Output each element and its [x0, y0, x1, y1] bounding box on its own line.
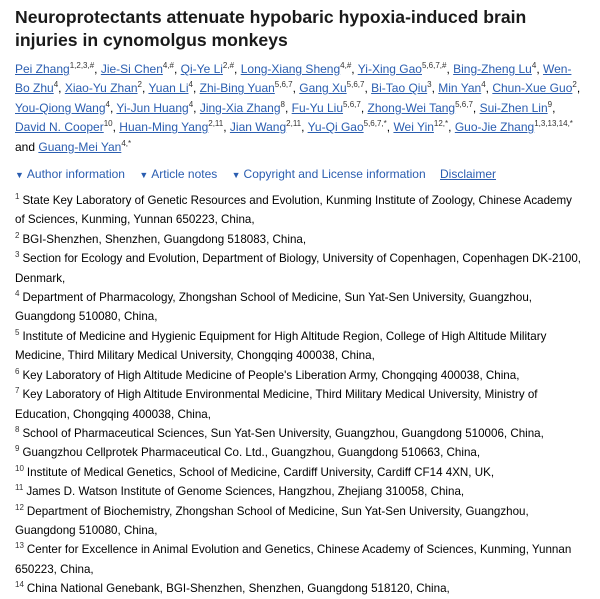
- author-entry: [119, 120, 223, 134]
- author-affiliation-marker: 4,*: [121, 138, 132, 148]
- affiliation-item: [15, 327, 584, 366]
- author-entry: [292, 101, 361, 115]
- author-link[interactable]: Fu-Yu Liu: [291, 100, 344, 115]
- author-affiliation-marker: 4: [188, 80, 193, 90]
- author-entry: [371, 81, 431, 95]
- affiliation-item: [15, 482, 584, 501]
- author-entry: [200, 81, 293, 95]
- author-link[interactable]: Bi-Tao Qiu: [371, 81, 428, 96]
- author-affiliation-marker: 1,3,13,14,*: [534, 119, 573, 129]
- author-link[interactable]: Huan-Ming Yang: [119, 120, 209, 135]
- author-link[interactable]: Wei Yin: [393, 120, 434, 135]
- author-affiliation-marker: 5,6,7: [346, 80, 365, 90]
- author-affiliation-marker: 8: [280, 99, 285, 109]
- author-affiliation-marker: 2,#: [222, 61, 235, 70]
- disclaimer-link[interactable]: Disclaimer: [440, 167, 497, 182]
- affiliation-number: 8: [15, 424, 20, 434]
- author-affiliation-marker: 9: [547, 99, 553, 109]
- author-link[interactable]: Yuan Li: [148, 81, 189, 96]
- author-affiliation-marker: 3: [427, 80, 432, 90]
- author-affiliation-marker: 5,6,7,#: [421, 61, 447, 70]
- author-affiliation-marker: 5,6,7: [343, 99, 361, 109]
- author-entry: [200, 101, 285, 115]
- affiliation-text: Center for Excellence in Animal Evolution and Genetics, Chinese Academy of Sciences, Kunming, Yunnan 650223, China,: [15, 543, 572, 576]
- affiliation-number: 1: [15, 192, 20, 202]
- affiliation-item: [15, 366, 584, 385]
- author-entry: [480, 101, 553, 115]
- author-link[interactable]: Yi-Jun Huang: [116, 100, 189, 115]
- author-entry: [438, 81, 485, 95]
- affiliation-number: 11: [15, 483, 24, 493]
- author-affiliation-marker: 4: [481, 80, 486, 90]
- author-entry: [230, 120, 301, 134]
- author-link[interactable]: Guo-Jie Zhang: [454, 120, 535, 135]
- affiliation-text: Guangzhou Cellprotek Pharmaceutical Co. Ltd., Guangzhou, Guangdong 510663, China,: [22, 446, 481, 460]
- author-affiliation-marker: 2: [137, 80, 142, 90]
- author-affiliation-marker: 10: [103, 119, 113, 129]
- author-affiliation-marker: 2,11: [286, 119, 302, 129]
- authors-and-text: and: [15, 139, 36, 154]
- author-information-toggle[interactable]: ▼ Author information: [15, 167, 125, 182]
- affiliation-number: 14: [15, 580, 24, 590]
- affiliation-text: Department of Biochemistry, Zhongshan School of Medicine, Sun Yat-Sen University, Guangzhou, Guangdong 510080, China,: [15, 504, 529, 537]
- author-list: Pei Zhang$^{1,2,3,\#}$, Jie-Si Chen$^{4,\#}$, Qi-Ye $Li^{2,\#}$, Long-Xiang Sheng$^{4,\#}$, Yi-Xing Gao$^{5,6,7,\#}$, Bing-Zheng Lu$^4$, Wen-Bo Zhu$^4$, Xiao-Yu Zhan$^2$, Yuan Li$^4$, Zhi-Bing Yuan$^{5,6,7}$, Gang Xu$^{5,6,7}$, Bi-Tao Qiu$^3$, Min Yan$^4$, Chun-Xue Guo$^2$, You-Qiong Wang$^4$, Yi-Jun Huang$^4$, Jing-Xia Zhang$^8$, Fu-Yu Liu$^{5,6,7}$, Zhong-Wei Tang$^{5,6,7}$, Sui-Zhen Lin$^9$, David N. Cooper$^{10}$, Huan-Ming Yang$^{2,11}$, Jian Wang$^{2,11}$, Yu-Qi Gao$^{5,6,7,*}$, Wei Yin$^{12,*}$, Guo-Jie Zhang$^{1,3,13,14,*}$ and Guang-Mei Yan$^{4,*}$: [15, 61, 581, 154]
- author-link[interactable]: Xiao-Yu Zhan: [64, 81, 138, 96]
- author-link[interactable]: Bing-Zheng Lu: [453, 62, 532, 76]
- affiliation-text: China National Genebank, BGI-Shenzhen, Shenzhen, Guangdong 518120, China,: [26, 582, 450, 596]
- author-affiliation-marker: 4,#: [162, 61, 174, 70]
- affiliation-text: BGI-Shenzhen, Shenzhen, Guangdong 518083, China,: [22, 232, 307, 246]
- article-notes-toggle[interactable]: ▼ Article notes: [139, 167, 218, 182]
- author-link[interactable]: Wen-Bo Zhu: [15, 62, 572, 96]
- author-entry: [101, 62, 174, 76]
- author-affiliation-marker: 5,6,7: [455, 99, 473, 109]
- caret-down-icon: ▼: [15, 170, 24, 181]
- author-affiliation-marker: 12,*: [433, 119, 449, 129]
- affiliation-text: Institute of Medicine and Hygienic Equipment for High Altitude Region, College of High Altitude Military Medicine, Third Military Medical University, Chongqing 400038, China,: [15, 329, 547, 363]
- author-entry: [15, 120, 113, 134]
- affiliation-number: 12: [15, 502, 24, 512]
- article-title: Neuroprotectants attenuate hypobaric hypoxia-induced brain injuries in cynomolgus monkeys: [15, 7, 527, 50]
- author-link[interactable]: Zhi-Bing Yuan: [199, 81, 275, 96]
- affiliation-text: Section for Ecology and Evolution, Department of Biology, University of Copenhagen, Copenhagen DK-2100, Denmark,: [15, 252, 582, 285]
- author-affiliation-marker: 4,#: [340, 61, 352, 70]
- affiliation-number: 5: [15, 327, 20, 337]
- author-link[interactable]: You-Qiong Wang: [15, 100, 106, 115]
- affiliation-number: 3: [15, 250, 20, 260]
- author-entry: [358, 62, 447, 76]
- author-link[interactable]: Yu-Qi Gao: [307, 120, 364, 135]
- author-entry: [455, 120, 573, 134]
- affiliation-item: [15, 424, 584, 443]
- author-link[interactable]: Gang Xu: [299, 81, 347, 96]
- affiliation-number: 7: [15, 386, 20, 396]
- affiliation-item: [15, 540, 584, 579]
- author-affiliation-marker: 4: [531, 61, 537, 70]
- author-link[interactable]: Qi-Ye Li: [180, 62, 223, 76]
- author-affiliation-marker: 4: [188, 99, 194, 109]
- author-affiliation-marker: 5,6,7: [274, 80, 293, 90]
- author-entry: [65, 81, 142, 95]
- author-link[interactable]: Guang-Mei Yan: [38, 139, 122, 154]
- author-affiliation-marker: 5,6,7,*: [363, 119, 387, 129]
- author-link[interactable]: Pei Zhang: [15, 62, 70, 76]
- author-affiliation-marker: 2: [572, 80, 577, 90]
- author-entry: [492, 81, 577, 95]
- affiliation-item: [15, 288, 584, 327]
- affiliation-text: Department of Pharmacology, Zhongshan School of Medicine, Sun Yat-Sen University, Guangzhou, Guangdong 510080, China,: [15, 291, 532, 324]
- affiliation-number: 6: [15, 366, 20, 376]
- author-entry: [15, 62, 94, 76]
- article-toolbar: [15, 167, 584, 181]
- affiliation-item: [15, 230, 584, 249]
- affiliation-text: School of Pharmaceutical Sciences, Sun Yat-Sen University, Guangzhou, Guangdong 510006, China,: [22, 426, 544, 440]
- author-affiliation-marker: 2,11: [208, 119, 224, 129]
- author-entry: [393, 120, 448, 134]
- copyright-license-toggle[interactable]: ▼ Copyright and License information: [231, 167, 426, 182]
- affiliation-text: James D. Watson Institute of Genome Sciences, Hangzhou, Zhejiang 310058, China,: [26, 485, 465, 499]
- author-entry: [299, 81, 364, 95]
- affiliation-number: 10: [15, 463, 24, 473]
- author-link[interactable]: Zhong-Wei Tang: [367, 100, 456, 115]
- author-entry: [453, 62, 536, 76]
- author-link[interactable]: Min Yan: [438, 81, 482, 96]
- author-link[interactable]: Jie-Si Chen: [100, 62, 163, 76]
- author-link[interactable]: Sui-Zhen Lin: [479, 100, 548, 115]
- author-entry: [38, 140, 131, 154]
- author-entry: [181, 62, 234, 76]
- author-entry: [241, 62, 352, 76]
- author-entry: [15, 101, 110, 115]
- affiliation-item: [15, 249, 584, 288]
- affiliation-list: [15, 191, 584, 599]
- author-link[interactable]: Long-Xiang Sheng: [240, 62, 341, 76]
- author-entry: [368, 101, 473, 115]
- author-link[interactable]: Jing-Xia Zhang: [199, 100, 281, 115]
- caret-down-icon: ▼: [231, 170, 241, 181]
- affiliation-item: [15, 502, 584, 541]
- author-link[interactable]: Chun-Xue Guo: [492, 81, 573, 96]
- author-affiliation-marker: 1,2,3,#: [69, 61, 95, 70]
- affiliation-number: 9: [15, 444, 20, 454]
- affiliation-item: [15, 385, 584, 424]
- affiliation-text: Key Laboratory of High Altitude Environmental Medicine, Third Military Medical University, Ministry of Education, Chongqing 400038, China,: [15, 388, 538, 421]
- affiliation-number: 2: [15, 230, 20, 240]
- author-entry: [308, 120, 387, 134]
- author-affiliation-marker: 4: [53, 80, 59, 90]
- affiliation-item: [15, 443, 584, 462]
- affiliation-text: State Key Laboratory of Genetic Resources and Evolution, Kunming Institute of Zoology, Chinese Academy of Sciences, Kunming, Yunnan 650223, China,: [15, 194, 572, 227]
- affiliation-number: 4: [15, 289, 20, 299]
- author-link[interactable]: Jian Wang: [229, 120, 287, 135]
- author-link[interactable]: David N. Cooper: [15, 120, 104, 135]
- affiliation-item: [15, 579, 584, 598]
- affiliation-item: [15, 191, 584, 230]
- caret-down-icon: ▼: [139, 170, 149, 181]
- affiliation-item: [15, 463, 584, 482]
- author-affiliation-marker: 4: [105, 99, 110, 109]
- author-link[interactable]: Yi-Xing Gao: [357, 62, 422, 76]
- affiliation-text: Key Laboratory of High Altitude Medicine of People's Liberation Army, Chongqing 400038, China,: [22, 368, 520, 382]
- author-entry: [116, 101, 193, 115]
- affiliation-number: 13: [15, 541, 24, 551]
- affiliation-text: Institute of Medical Genetics, School of Medicine, Cardiff University, Cardiff CF14 4XN, UK,: [26, 465, 495, 479]
- author-entry: [148, 81, 193, 95]
